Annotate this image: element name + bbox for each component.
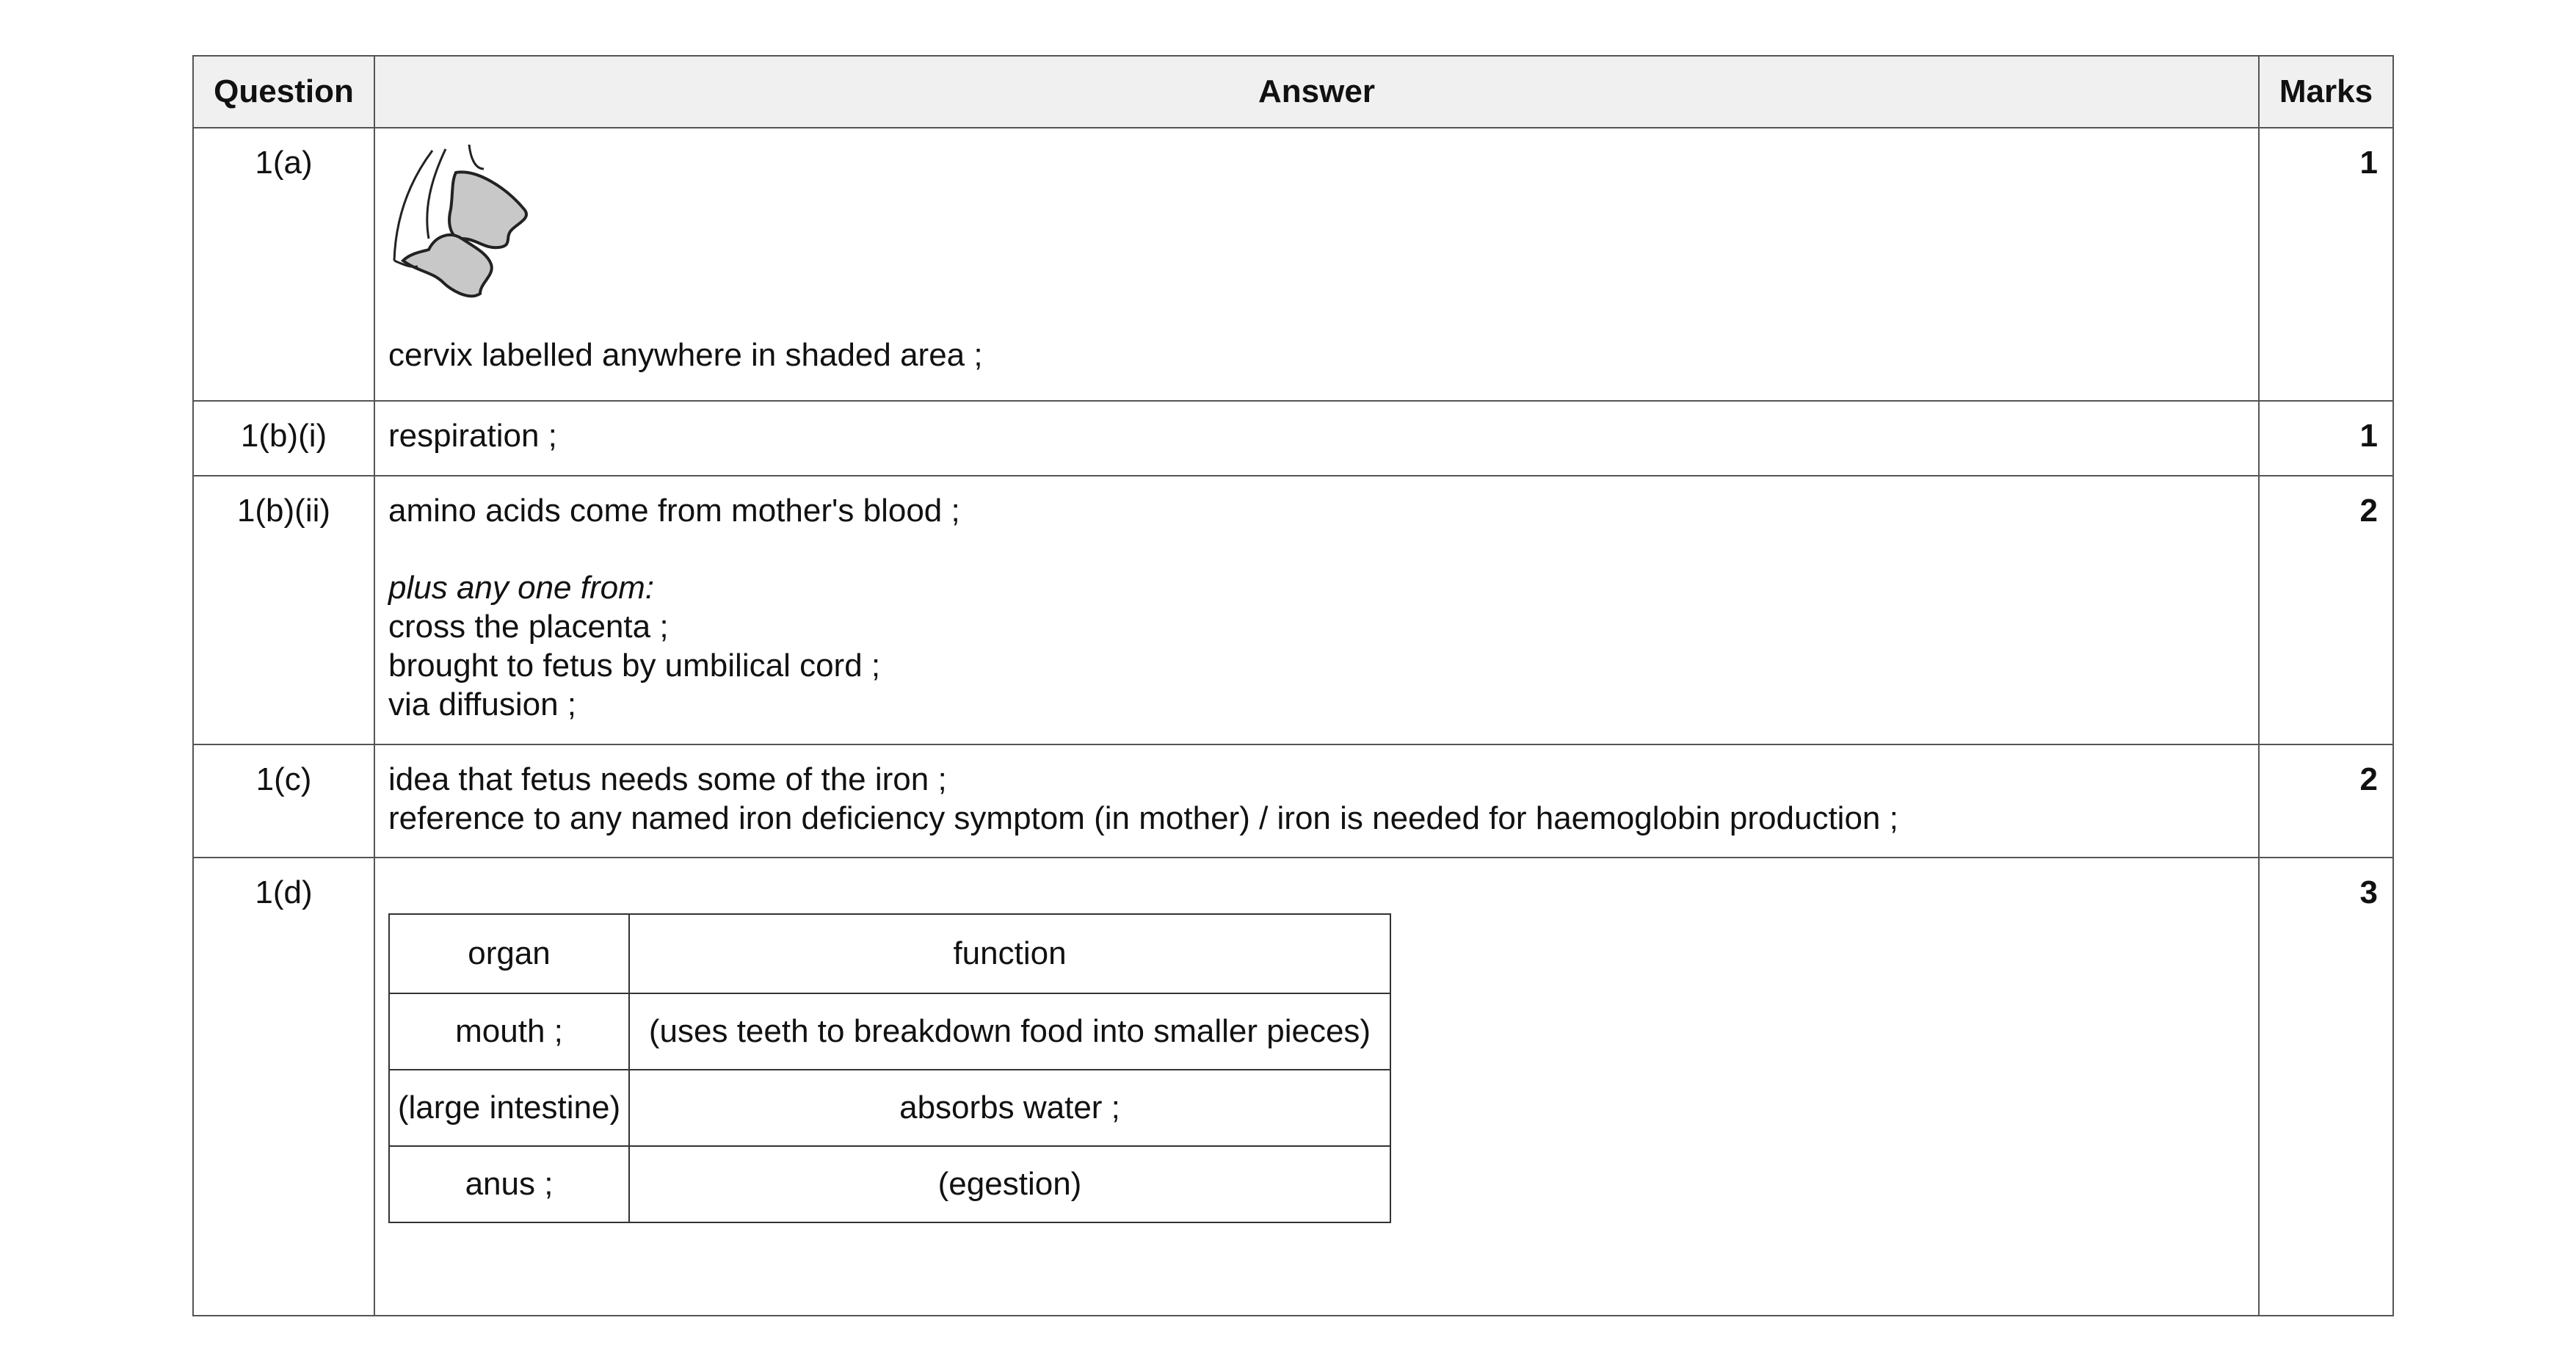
answer-cell [374,401,2259,476]
answer-text: respiration ; [388,418,557,454]
inner-table-row [389,1146,1390,1222]
question-header: Question [193,56,374,128]
spacer [388,530,2245,568]
mark-scheme-table [192,55,2394,1316]
answer-cell [374,476,2259,744]
table-row [193,476,2393,744]
marks-value: 2 [2259,476,2393,744]
answer-cell [374,858,2259,1316]
table-row [193,744,2393,858]
organ-cell: (large intestine) [389,1070,629,1146]
inner-table-row [389,993,1390,1070]
organ-cell: mouth ; [389,993,629,1070]
function-cell: (uses teeth to breakdown food into smaller pieces) [629,993,1390,1070]
question-number: 1(b)(ii) [193,476,374,744]
marks-value: 2 [2259,744,2393,858]
answer-text: reference to any named iron deficiency symptom (in mother) / iron is needed for haemoglobin production ; [388,800,1898,836]
question-number: 1(d) [193,858,374,1316]
marks-value: 1 [2259,401,2393,476]
question-number: 1(c) [193,744,374,858]
function-header: function [629,914,1390,993]
function-cell: (egestion) [629,1146,1390,1222]
plus-any-label: plus any one from: [388,570,654,606]
organ-function-table [388,913,1391,1223]
answer-header: Answer [374,56,2259,128]
question-number: 1(b)(i) [193,401,374,476]
option-text: brought to fetus by umbilical cord ; [388,648,881,684]
organ-cell: anus ; [389,1146,629,1222]
inner-table-row [389,1070,1390,1146]
answer-cell [374,744,2259,858]
function-cell: absorbs water ; [629,1070,1390,1146]
table-row [193,858,2393,1316]
option-text: cross the placenta ; [388,609,669,645]
answer-text: amino acids come from mother's blood ; [388,493,960,529]
answer-cell [374,128,2259,401]
organ-header: organ [389,914,629,993]
option-text: via diffusion ; [388,686,577,722]
marks-value: 1 [2259,128,2393,401]
marks-header: Marks [2259,56,2393,128]
header-row [193,56,2393,128]
inner-header-row [389,914,1390,993]
answer-text: idea that fetus needs some of the iron ; [388,761,947,797]
table-row [193,128,2393,401]
cervix-diagram-image [388,136,543,305]
table-row [193,401,2393,476]
marks-value: 3 [2259,858,2393,1316]
question-number: 1(a) [193,128,374,401]
answer-text: cervix labelled anywhere in shaded area ; [388,337,983,373]
